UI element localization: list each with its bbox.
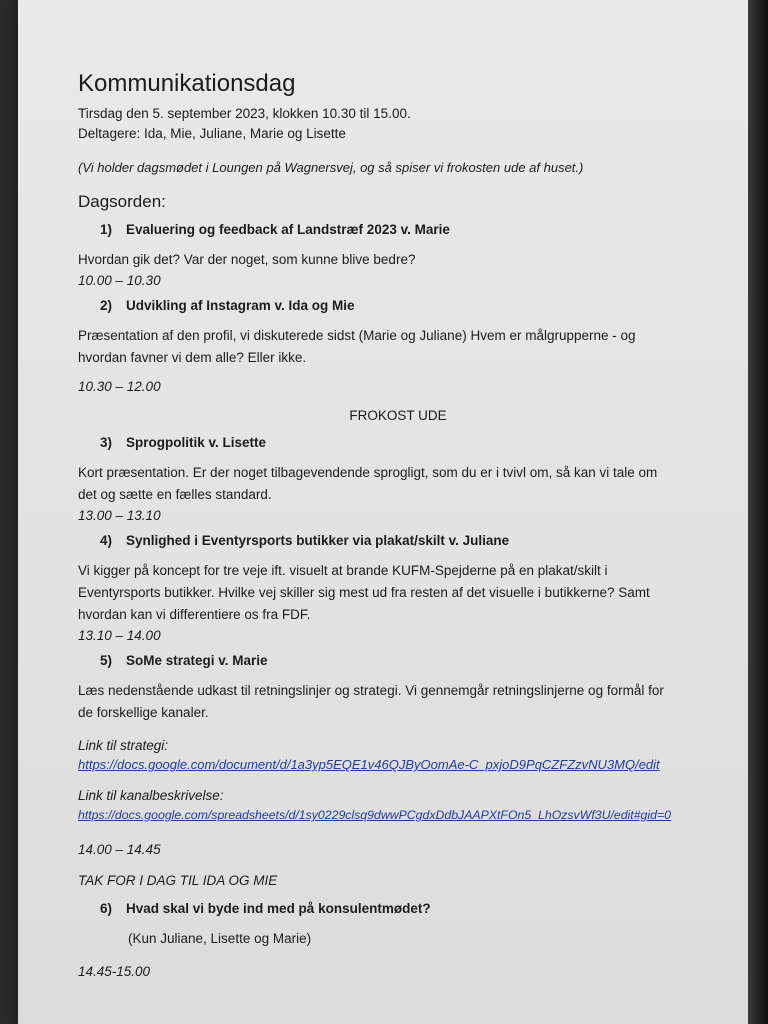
item-title: SoMe strategi v. Marie	[126, 653, 268, 668]
item-number: 3)	[100, 435, 113, 450]
page-title: Kommunikationsdag	[78, 70, 296, 97]
agenda-item-1-heading	[100, 222, 718, 237]
item-title: Synlighed i Eventyrsports butikker via plakat/skilt v. Juliane	[126, 533, 510, 548]
item-number: 2)	[100, 298, 113, 313]
paper-sheet	[18, 0, 748, 1024]
agenda-item-6-heading	[100, 901, 718, 916]
item-number: 4)	[100, 533, 113, 548]
item-title: Evaluering og feedback af Landstræf 2023 v. Marie	[126, 222, 450, 237]
participants-line: Deltagere: Ida, Mie, Juliane, Marie og Lisette	[78, 126, 346, 141]
agenda-item-4-time: 13.10 – 14.00	[78, 628, 161, 643]
agenda-item-6-time: 14.45-15.00	[78, 964, 151, 979]
agenda-heading: Dagsorden:	[78, 192, 166, 211]
agenda-item-3-heading	[100, 435, 718, 450]
strategy-link-label: Link til strategi:	[78, 738, 169, 753]
agenda-item-5-time: 14.00 – 14.45	[78, 842, 161, 857]
date-line: Tirsdag den 5. september 2023, klokken 10.30 til 15.00.	[78, 106, 411, 121]
agenda-item-2-time: 10.30 – 12.00	[78, 379, 161, 394]
item-title: Hvad skal vi byde ind med på konsulentmødet?	[126, 901, 431, 916]
item-title: Sprogpolitik v. Lisette	[126, 435, 267, 450]
background-edge	[748, 0, 768, 1024]
agenda-item-1-text: Hvordan gik det? Var der noget, som kunne blive bedre?	[78, 252, 416, 267]
agenda-item-5-text: Læs nedenstående udkast til retningslinjer og strategi. Vi gennemgår retningslinjerne og formål for de forskellige kanaler.	[78, 683, 664, 720]
location-note: (Vi holder dagsmødet i Loungen på Wagnersvej, og så spiser vi frokosten ude af huset.)	[78, 160, 584, 175]
agenda-item-1-time: 10.00 – 10.30	[78, 273, 161, 288]
agenda-item-6-text: (Kun Juliane, Lisette og Marie)	[128, 931, 312, 946]
agenda-item-3-time: 13.00 – 13.10	[78, 508, 161, 523]
agenda-item-5-heading	[100, 653, 718, 668]
agenda-item-2-heading	[100, 298, 718, 313]
item-number: 5)	[100, 653, 113, 668]
agenda-item-2-text: Præsentation af den profil, vi diskuterede sidst (Marie og Juliane) Hvem er målgrupperne - og hvordan favner vi dem alle? Eller ikke.	[78, 328, 636, 365]
agenda-item-4-text: Vi kigger på koncept for tre veje ift. visuelt at brande KUFM-Spejderne på en plakat/skilt i Eventyrsports butikker. Hvilke vej skiller sig mest ud fra resten af det visuelle i butikkerne? Samt hvordan kan vi differentiere os fra FDF.	[78, 563, 650, 622]
agenda-item-3-text: Kort præsentation. Er der noget tilbagevendende sprogligt, som du er i tvivl om, så kan vi tale om det og sætte en fælles standard.	[78, 465, 658, 502]
agenda-item-4-heading	[100, 533, 718, 548]
document-content	[78, 70, 718, 979]
thanks-line: TAK FOR I DAG TIL IDA OG MIE	[78, 873, 278, 888]
lunch-break: FROKOST UDE	[349, 408, 447, 423]
item-number: 6)	[100, 901, 113, 916]
item-title: Udvikling af Instagram v. Ida og Mie	[126, 298, 355, 313]
strategy-link[interactable]: https://docs.google.com/document/d/1a3yp5EQE1v46QJByOomAe-C_pxjoD9PqCZFZzvNU3MQ/edit	[78, 757, 660, 772]
channel-link[interactable]: https://docs.google.com/spreadsheets/d/1sy0229clsq9dwwPCgdxDdbJAAPXtFOn5_LhOzsvWf3U/edit#gid=0	[78, 808, 671, 822]
item-number: 1)	[100, 222, 113, 237]
channel-link-label: Link til kanalbeskrivelse:	[78, 788, 224, 803]
